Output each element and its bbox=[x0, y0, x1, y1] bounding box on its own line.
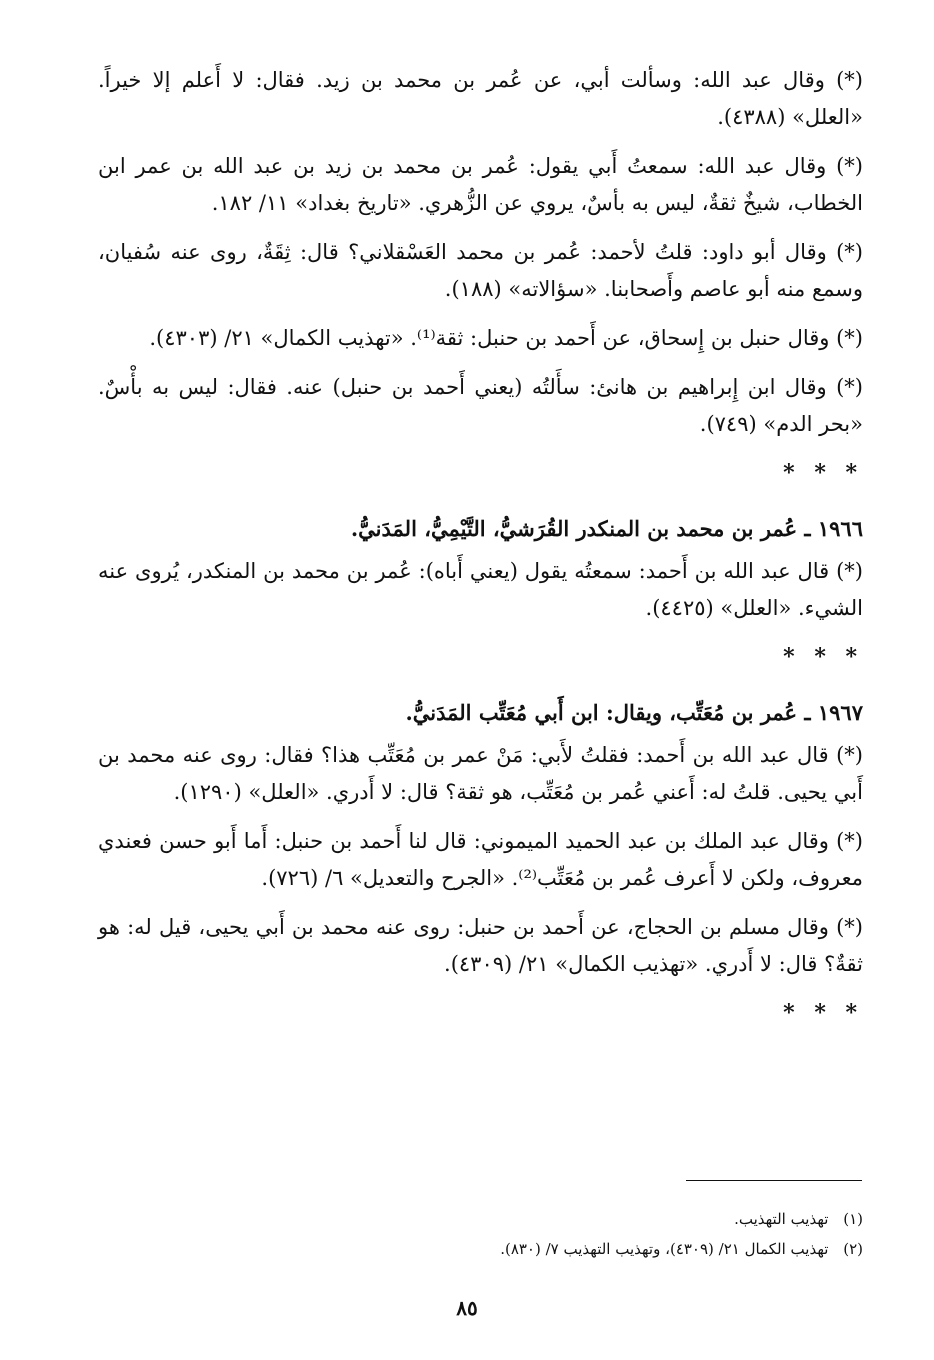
entry-7: (*) قال عبد الله بن أَحمد: فقلتُ لأَبي: مَنْ عمر بن مُعَتِّب هذا؟ فقال: روى عنه محمد بن أَبي يحيى. قلتُ له: أَعني عُمر بن مُعَتِّب، هو ثقة؟ قال: لا أَدري. «العلل» (١٢٩٠). bbox=[98, 743, 863, 804]
section-separator: * * * bbox=[783, 644, 863, 670]
section-separator: * * * bbox=[783, 1000, 863, 1026]
entry-3: (*) وقال أبو داود: قلتُ لأحمد: عُمر بن محمد العَسْقلاني؟ قال: ثِقَةٌ، روى عنه سُفيان، وسمع منه أبو عاصم وأَصحابنا. «سؤالاته» (١٨٨). bbox=[98, 240, 863, 301]
biography-heading-1966: ١٩٦٦ ـ عُمر بن محمد بن المنكدر القُرَشيُّ، التَّيْمِيُّ، المَدَنيُّ. bbox=[350, 516, 863, 541]
footnote-divider bbox=[686, 1180, 862, 1181]
footnote-number: (١) bbox=[843, 1210, 863, 1228]
entry-4: (*) وقال حنبل بن إِسحاق، عن أَحمد بن حنبل: ثقة⁽¹⁾. «تهذيب الكمال» ٢١/ (٤٣٠٣). bbox=[149, 326, 863, 350]
biography-heading-1967: ١٩٦٧ ـ عُمر بن مُعَتِّب، ويقال: ابن أَبي مُعَتِّب المَدَنيُّ. bbox=[405, 700, 863, 725]
footnote-1 bbox=[98, 1204, 863, 1234]
main-text bbox=[98, 62, 863, 1050]
page-number: ٨٥ bbox=[456, 1296, 478, 1320]
footnote-text: تهذيب التهذيب. bbox=[734, 1210, 829, 1228]
entry-8: (*) وقال عبد الملك بن عبد الحميد الميموني: قال لنا أَحمد بن حنبل: أَما أَبو حسن فعندي معروف، ولكن لا أَعرف عُمر بن مُعَتِّب⁽²⁾. «الجرح والتعديل» ٦/ (٧٢٦). bbox=[98, 829, 863, 890]
footnote-number: (٢) bbox=[843, 1240, 863, 1258]
entry-2: (*) وقال عبد الله: سمعتُ أَبي يقول: عُمر بن محمد بن زيد بن عبد الله بن عمر ابن الخطاب، شيخٌ ثقةٌ، ليس به بأسٌ، يروي عن الزُّهري. «تاريخ بغداد» ١١/ ١٨٢. bbox=[98, 154, 863, 215]
footnotes bbox=[98, 1204, 863, 1264]
entry-1: (*) وقال عبد الله: وسألت أبي، عن عُمر بن محمد بن زيد. فقال: لا أَعلم إلا خيراً. «العلل» (٤٣٨٨). bbox=[98, 68, 863, 129]
footnote-text: تهذيب الكمال ٢١/ (٤٣٠٩)، وتهذيب التهذيب ٧/ (٨٣٠). bbox=[500, 1240, 829, 1258]
footnote-2 bbox=[98, 1234, 863, 1264]
entry-5: (*) وقال ابن إِبراهيم بن هانئ: سأَلتُه (يعني أَحمد بن حنبل) عنه. فقال: ليس به بأْسٌ. «بحر الدم» (٧٤٩). bbox=[98, 375, 863, 436]
section-separator: * * * bbox=[783, 460, 863, 486]
entry-6: (*) قال عبد الله بن أَحمد: سمعتُه يقول (يعني أَباه): عُمر بن محمد بن المنكدر، يُروى عنه الشيء. «العلل» (٤٤٢٥). bbox=[98, 559, 863, 620]
entry-9: (*) وقال مسلم بن الحجاج، عن أَحمد بن حنبل: روى عنه محمد بن أَبي يحيى، قيل له: هو ثقةٌ؟ قال: لا أَدري. «تهذيب الكمال» ٢١/ (٤٣٠٩). bbox=[98, 915, 863, 976]
